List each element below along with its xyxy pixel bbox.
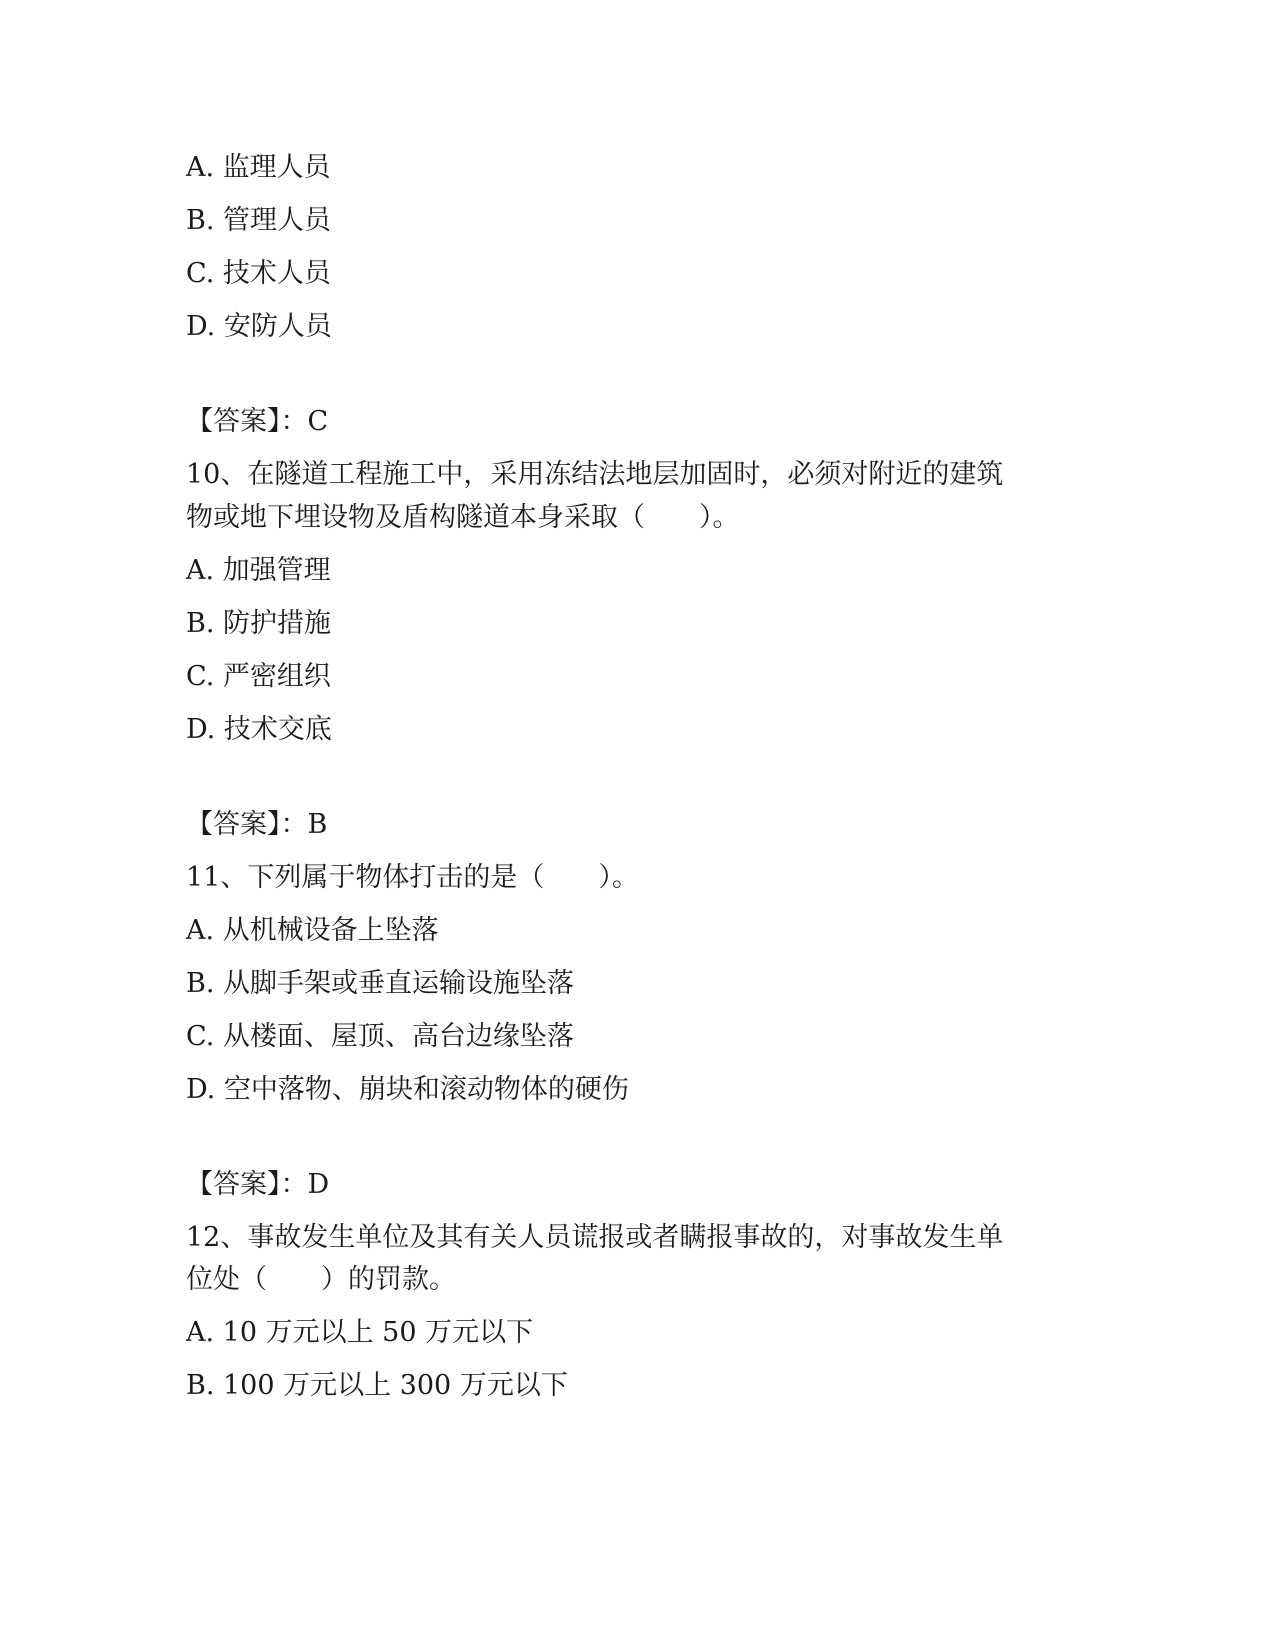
q11-option-b: B. 从脚手架或垂直运输设施坠落: [186, 968, 575, 999]
q12-stem-line2: 位处（ ）的罚款。: [186, 1264, 456, 1295]
q11-answer: 【答案】：D: [186, 1169, 330, 1200]
q10-option-d: D. 技术交底: [186, 714, 332, 745]
q11-stem-line1: 11、下列属于物体打击的是（ ）。: [186, 862, 639, 893]
q9-option-d: D. 安防人员: [186, 311, 332, 342]
q10-option-c: C. 严密组织: [186, 661, 331, 692]
q10-option-b: B. 防护措施: [186, 608, 332, 639]
q10-option-a: A. 加强管理: [186, 555, 331, 586]
q9-answer: 【答案】：C: [186, 406, 329, 437]
q10-stem-line2: 物或地下埋设物及盾构隧道本身采取（ ）。: [186, 502, 740, 533]
q10-stem-line1: 10、在隧道工程施工中，采用冻结法地层加固时，必须对附近的建筑: [186, 459, 1004, 490]
q12-option-b: B. 100 万元以上 300 万元以下: [186, 1370, 568, 1401]
q9-option-a: A. 监理人员: [186, 152, 331, 183]
q9-option-c: C. 技术人员: [186, 258, 331, 289]
q11-option-c: C. 从楼面、屋顶、高台边缘坠落: [186, 1021, 574, 1052]
q10-answer: 【答案】：B: [186, 809, 328, 840]
q12-stem-line1: 12、事故发生单位及其有关人员谎报或者瞒报事故的，对事故发生单: [186, 1222, 1004, 1253]
q9-option-b: B. 管理人员: [186, 205, 332, 236]
q11-option-d: D. 空中落物、崩块和滚动物体的硬伤: [186, 1074, 629, 1105]
q12-option-a: A. 10 万元以上 50 万元以下: [186, 1317, 534, 1348]
q11-option-a: A. 从机械设备上坠落: [186, 915, 439, 946]
